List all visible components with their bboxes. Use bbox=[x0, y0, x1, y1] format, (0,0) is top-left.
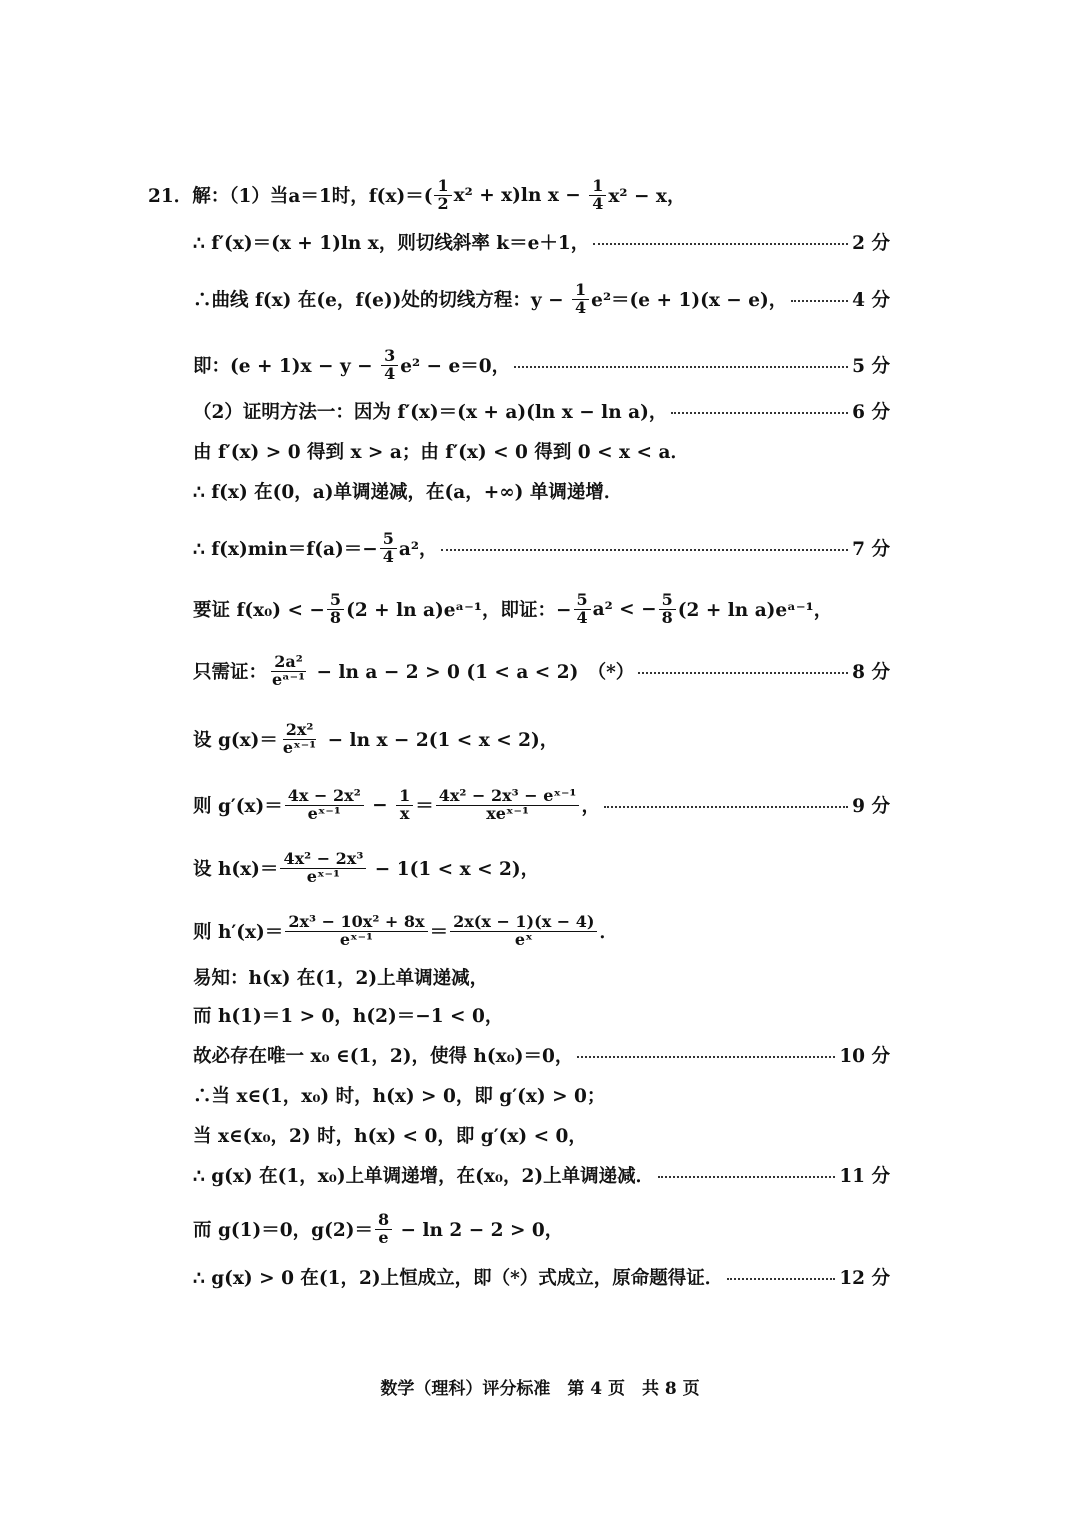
dot-leader bbox=[593, 243, 848, 245]
fraction-numerator: 1 bbox=[396, 788, 413, 806]
fraction bbox=[589, 178, 606, 213]
math-text: a²， bbox=[398, 539, 438, 561]
solution-line bbox=[193, 1002, 890, 1028]
solution-line bbox=[193, 282, 890, 317]
score-label: 4 分 bbox=[852, 290, 890, 312]
score-label: 6 分 bbox=[852, 402, 890, 423]
math-text: ∴ f′(x)＝(x + 1)ln x，则切线斜率 k＝e＋1， bbox=[193, 233, 590, 254]
math-text: − ln a − 2 > 0 (1 < a < 2) （*） bbox=[310, 662, 635, 684]
math-text: − ln x − 2(1 < x < 2)， bbox=[321, 730, 559, 752]
line-content bbox=[193, 282, 787, 317]
fraction bbox=[659, 592, 676, 627]
fraction-numerator: 1 bbox=[589, 178, 606, 196]
math-text: a² < − bbox=[592, 598, 657, 620]
math-text: 易知：h(x) 在(1，2)上单调递减， bbox=[193, 968, 489, 989]
fraction bbox=[381, 348, 398, 383]
solution-line bbox=[193, 531, 890, 566]
score-label: 12 分 bbox=[839, 1268, 890, 1289]
math-text: ∴曲线 f(x) 在(e，f(e))处的切线方程：y − bbox=[193, 290, 571, 312]
fraction-numerator: 2x(x − 1)(x − 4) bbox=[450, 914, 597, 932]
line-content bbox=[193, 229, 589, 255]
score-label: 7 分 bbox=[852, 539, 890, 561]
math-text: e²＝(e + 1)(x − e)， bbox=[591, 290, 788, 312]
fraction-numerator: 5 bbox=[327, 592, 344, 610]
math-text: ， bbox=[581, 796, 600, 818]
dot-leader bbox=[441, 549, 848, 551]
solution-line bbox=[193, 1122, 890, 1148]
solution-line bbox=[193, 851, 890, 886]
fraction bbox=[285, 788, 364, 823]
fraction bbox=[396, 788, 413, 823]
fraction-numerator: 8 bbox=[375, 1212, 392, 1230]
fraction-numerator: 3 bbox=[381, 348, 398, 366]
math-text: 设 h(x)＝ bbox=[193, 859, 279, 881]
fraction-denominator: eˣ bbox=[514, 929, 533, 949]
math-text: 故必存在唯一 x₀ ∈(1，2)，使得 h(x₀)＝0， bbox=[193, 1046, 574, 1067]
math-text: ∴ g(x) > 0 在(1，2)上恒成立，即（*）式成立，原命题得证． bbox=[193, 1268, 724, 1289]
line-content bbox=[193, 398, 667, 424]
fraction-numerator: 4x² − 2x³ − eˣ⁻¹ bbox=[436, 788, 580, 806]
dot-leader bbox=[577, 1056, 835, 1058]
score-label: 10 分 bbox=[839, 1046, 890, 1067]
solution-line bbox=[193, 964, 890, 990]
math-text: 21．解：（1）当a＝1时，f(x)＝( bbox=[148, 186, 433, 208]
fraction bbox=[269, 654, 308, 689]
fraction-denominator: 2 bbox=[437, 193, 449, 213]
page-footer: 数学（理科）评分标准 第 4 页 共 8 页 bbox=[380, 1379, 700, 1399]
fraction-numerator: 2a² bbox=[271, 654, 306, 672]
score-label: 5 分 bbox=[852, 356, 890, 378]
fraction-denominator: e bbox=[378, 1227, 389, 1247]
fraction bbox=[572, 282, 589, 317]
solution-line bbox=[193, 1082, 890, 1108]
math-text: (2 + ln a)eᵃ⁻¹，即证：− bbox=[346, 600, 572, 622]
dot-leader bbox=[658, 1176, 835, 1178]
fraction-denominator: eᵃ⁻¹ bbox=[272, 669, 306, 689]
fraction-denominator: 8 bbox=[661, 607, 673, 627]
fraction-denominator: eˣ⁻¹ bbox=[282, 737, 317, 757]
fraction-denominator: 8 bbox=[329, 607, 342, 627]
math-text: ∴ f(x) 在(0，a)单调递减，在(a，+∞) 单调递增． bbox=[193, 482, 623, 503]
line-content bbox=[193, 592, 832, 627]
math-text: 则 h′(x)＝ bbox=[193, 922, 284, 944]
math-text: ． bbox=[599, 922, 618, 944]
fraction bbox=[380, 531, 397, 566]
fraction bbox=[450, 914, 597, 949]
line-content bbox=[193, 438, 689, 464]
dot-leader bbox=[638, 672, 848, 674]
solution-line bbox=[193, 438, 890, 464]
line-content bbox=[193, 478, 622, 504]
math-text: − bbox=[365, 794, 395, 816]
line-content bbox=[193, 851, 539, 886]
math-text: − 1(1 < x < 2)， bbox=[368, 859, 540, 881]
fraction-numerator: 2x³ − 10x² + 8x bbox=[285, 914, 427, 932]
line-content bbox=[148, 178, 685, 213]
solution-line bbox=[193, 398, 890, 424]
fraction bbox=[327, 592, 344, 627]
fraction bbox=[434, 178, 451, 213]
dot-leader bbox=[727, 1278, 835, 1280]
score-label: 11 分 bbox=[839, 1166, 890, 1187]
math-text: 要证 f(x₀) < − bbox=[193, 600, 325, 622]
math-text: （2）证明方法一：因为 f′(x)＝(x + a)(ln x − ln a)， bbox=[193, 402, 668, 423]
fraction bbox=[285, 914, 427, 949]
solution-line bbox=[193, 348, 890, 383]
fraction-denominator: 4 bbox=[384, 363, 396, 383]
line-content bbox=[193, 1162, 654, 1188]
solution-line bbox=[193, 788, 890, 823]
solution-line bbox=[193, 1042, 890, 1068]
line-content bbox=[193, 964, 488, 990]
math-text: x² − x， bbox=[608, 186, 686, 208]
fraction-numerator: 4x − 2x² bbox=[285, 788, 364, 806]
solution-line bbox=[193, 592, 890, 627]
fraction-numerator: 5 bbox=[574, 592, 591, 610]
line-content bbox=[193, 1212, 563, 1247]
fraction-denominator: 4 bbox=[382, 546, 394, 566]
math-text: ∴当 x∈(1，x₀) 时，h(x) > 0，即 g′(x) > 0； bbox=[193, 1086, 606, 1107]
fraction-numerator: 1 bbox=[572, 282, 589, 300]
score-label: 9 分 bbox=[852, 796, 890, 818]
solution-line bbox=[193, 722, 890, 757]
math-text: ＝ bbox=[415, 796, 434, 818]
fraction-numerator: 5 bbox=[659, 592, 676, 610]
dot-leader bbox=[671, 412, 848, 414]
dot-leader bbox=[791, 300, 848, 302]
math-text: 而 g(1)＝0，g(2)＝ bbox=[193, 1220, 373, 1242]
line-content bbox=[193, 788, 600, 823]
math-text: 则 g′(x)＝ bbox=[193, 796, 283, 818]
solution-line bbox=[193, 914, 890, 949]
fraction-numerator: 2x² bbox=[283, 722, 317, 740]
dot-leader bbox=[604, 806, 848, 808]
fraction-denominator: 4 bbox=[592, 193, 604, 213]
fraction-numerator: 5 bbox=[380, 531, 397, 549]
math-text: 只需证： bbox=[193, 662, 268, 684]
line-content bbox=[193, 914, 618, 949]
math-text: ＝ bbox=[429, 922, 449, 944]
fraction-denominator: x bbox=[399, 803, 410, 823]
line-content bbox=[193, 1122, 587, 1148]
score-label: 2 分 bbox=[852, 233, 890, 254]
fraction-denominator: eˣ⁻¹ bbox=[339, 929, 374, 949]
math-text: ∴ f(x)min＝f(a)＝− bbox=[193, 539, 378, 561]
math-text: x² + x)ln x − bbox=[453, 184, 588, 206]
fraction bbox=[280, 722, 319, 757]
solution-line bbox=[193, 478, 890, 504]
math-text: (2 + ln a)eᵃ⁻¹， bbox=[677, 600, 833, 622]
fraction-denominator: xeˣ⁻¹ bbox=[486, 803, 529, 823]
fraction-numerator: 1 bbox=[434, 178, 451, 196]
fraction bbox=[375, 1212, 392, 1247]
line-content bbox=[193, 1002, 503, 1028]
fraction bbox=[280, 851, 366, 886]
solution-line bbox=[148, 178, 890, 213]
math-text: ∴ g(x) 在(1，x₀)上单调递增，在(x₀，2)上单调递减． bbox=[193, 1166, 655, 1187]
line-content bbox=[193, 654, 634, 689]
line-content bbox=[193, 722, 558, 757]
fraction-denominator: eˣ⁻¹ bbox=[306, 866, 340, 886]
line-content bbox=[193, 1042, 573, 1068]
line-content bbox=[193, 1082, 605, 1108]
math-text: 由 f′(x) > 0 得到 x > a；由 f′(x) < 0 得到 0 < x < a． bbox=[193, 442, 689, 463]
fraction bbox=[574, 592, 591, 627]
fraction-denominator: eˣ⁻¹ bbox=[307, 803, 341, 823]
math-text: − ln 2 − 2 > 0， bbox=[394, 1220, 564, 1242]
solution-line bbox=[193, 654, 890, 689]
math-text: 而 h(1)＝1 > 0，h(2)＝−1 < 0， bbox=[193, 1006, 504, 1027]
solution-line bbox=[193, 229, 890, 255]
fraction bbox=[436, 788, 580, 823]
fraction-numerator: 4x² − 2x³ bbox=[280, 851, 366, 869]
dot-leader bbox=[514, 366, 848, 368]
math-text: e² − e＝0， bbox=[400, 356, 511, 378]
solution-line bbox=[193, 1212, 890, 1247]
math-text: 当 x∈(x₀，2) 时，h(x) < 0，即 g′(x) < 0， bbox=[193, 1126, 587, 1147]
fraction-denominator: 4 bbox=[575, 297, 587, 317]
solution-line bbox=[193, 1162, 890, 1188]
math-text: 设 g(x)＝ bbox=[193, 730, 278, 752]
solution-line bbox=[193, 1264, 890, 1290]
line-content bbox=[193, 531, 437, 566]
score-label: 8 分 bbox=[852, 662, 890, 684]
line-content bbox=[193, 1264, 723, 1290]
math-text: 即：(e + 1)x − y − bbox=[193, 356, 380, 378]
line-content bbox=[193, 348, 510, 383]
fraction-denominator: 4 bbox=[576, 607, 588, 627]
